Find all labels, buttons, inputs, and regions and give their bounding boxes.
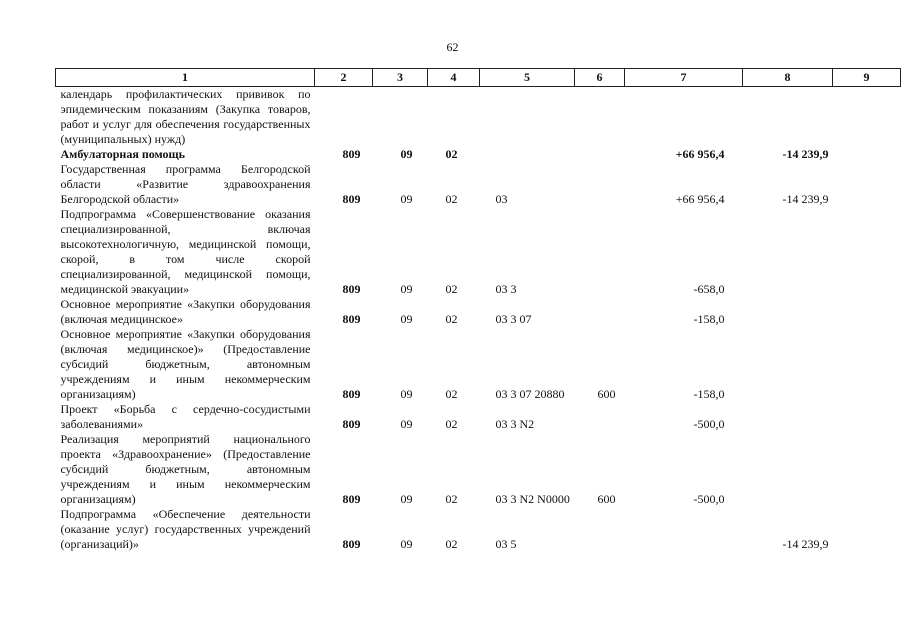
table-row xyxy=(56,147,901,162)
table-row xyxy=(56,402,901,432)
column-header-2: 2 xyxy=(315,69,373,87)
row-vr xyxy=(575,402,625,432)
row-sum-7 xyxy=(625,507,743,552)
row-name: Проект «Борьба с сердечно-сосудистыми заболеваниями» xyxy=(60,402,311,431)
page-number: 62 xyxy=(446,40,459,54)
row-sum-9 xyxy=(833,207,901,297)
row-sum-8 xyxy=(743,402,833,432)
row-name: Основное мероприятие «Закупки оборудования (включая медицинское)» (Предоставление субсидий бюджетным, автономным учреждениям и иным некоммерческим организациям) xyxy=(60,327,311,401)
row-name: Основное мероприятие «Закупки оборудования (включая медицинское» xyxy=(60,297,311,326)
row-name: Государственная программа Белгородской области «Развитие здравоохранения Белгородской области» xyxy=(60,162,311,206)
table-row xyxy=(56,207,901,297)
column-header-9: 9 xyxy=(833,69,901,87)
row-vr: 600 xyxy=(597,492,616,506)
row-sum-8 xyxy=(743,87,833,148)
row-sum-7: -500,0 xyxy=(693,417,725,431)
row-sum-9 xyxy=(833,507,901,552)
row-vr xyxy=(575,147,625,162)
budget-table xyxy=(55,68,901,552)
row-ved xyxy=(315,87,373,148)
row-sum-9 xyxy=(833,147,901,162)
row-sum-8 xyxy=(743,327,833,402)
row-sum-7: +66 956,4 xyxy=(675,192,725,206)
row-rz: 09 xyxy=(400,387,413,401)
row-sum-8: -14 239,9 xyxy=(782,192,829,206)
column-header-6: 6 xyxy=(575,69,625,87)
row-csr: 03 xyxy=(495,192,508,206)
column-header-3: 3 xyxy=(373,69,428,87)
row-pr xyxy=(428,87,480,148)
column-header-7: 7 xyxy=(625,69,743,87)
row-pr: 02 xyxy=(445,537,458,551)
row-vr xyxy=(575,87,625,148)
row-pr: 02 xyxy=(445,147,458,161)
row-ved: 809 xyxy=(342,417,361,431)
row-sum-7: +66 956,4 xyxy=(675,147,725,161)
column-header-5: 5 xyxy=(480,69,575,87)
row-vr xyxy=(575,207,625,297)
table-row xyxy=(56,432,901,507)
table-row xyxy=(56,87,901,148)
header-row xyxy=(56,69,901,87)
row-sum-9 xyxy=(833,432,901,507)
row-csr: 03 3 07 20880 xyxy=(495,387,565,401)
row-pr: 02 xyxy=(445,387,458,401)
row-rz: 09 xyxy=(400,147,413,161)
column-header-1: 1 xyxy=(56,69,315,87)
row-sum-8 xyxy=(743,432,833,507)
row-csr xyxy=(480,87,575,148)
column-header-8: 8 xyxy=(743,69,833,87)
row-csr: 03 3 N2 N0000 xyxy=(495,492,570,506)
row-rz: 09 xyxy=(400,312,413,326)
row-rz: 09 xyxy=(400,537,413,551)
row-rz: 09 xyxy=(400,492,413,506)
row-csr: 03 3 07 xyxy=(495,312,532,326)
column-header-4: 4 xyxy=(428,69,480,87)
row-name: Подпрограмма «Обеспечение деятельности (оказание услуг) государственных учреждений (организаций)» xyxy=(60,507,311,551)
row-sum-8 xyxy=(743,207,833,297)
row-rz: 09 xyxy=(400,282,413,296)
row-sum-9 xyxy=(833,402,901,432)
row-pr: 02 xyxy=(445,312,458,326)
row-csr: 03 3 N2 xyxy=(495,417,535,431)
row-sum-7: -658,0 xyxy=(693,282,725,296)
row-csr: 03 3 xyxy=(495,282,517,296)
row-pr: 02 xyxy=(445,417,458,431)
row-pr: 02 xyxy=(445,282,458,296)
row-sum-9 xyxy=(833,297,901,327)
row-csr xyxy=(480,147,575,162)
table-row xyxy=(56,297,901,327)
table-row xyxy=(56,162,901,207)
row-sum-9 xyxy=(833,327,901,402)
row-ved: 809 xyxy=(342,537,361,551)
row-vr xyxy=(575,507,625,552)
row-rz xyxy=(373,87,428,148)
table-row xyxy=(56,507,901,552)
row-sum-8 xyxy=(743,297,833,327)
row-vr xyxy=(575,162,625,207)
table-row xyxy=(56,327,901,402)
row-sum-7: -500,0 xyxy=(693,492,725,506)
row-sum-8: -14 239,9 xyxy=(782,537,829,551)
row-sum-7: -158,0 xyxy=(693,387,725,401)
row-sum-9 xyxy=(833,87,901,148)
row-name: Подпрограмма «Совершенствование оказания специализированной, включая высокотехнологичную, медицинской помощи, скорой, в том числе скорой специализированной, медицинской помощи, медицинской эвакуации» xyxy=(60,207,311,296)
row-ved: 809 xyxy=(342,192,361,206)
row-ved: 809 xyxy=(342,312,361,326)
row-sum-7: -158,0 xyxy=(693,312,725,326)
row-sum-9 xyxy=(833,162,901,207)
row-pr: 02 xyxy=(445,492,458,506)
row-ved: 809 xyxy=(342,492,361,506)
row-name: Амбулаторная помощь xyxy=(60,147,185,161)
row-rz: 09 xyxy=(400,192,413,206)
row-pr: 02 xyxy=(445,192,458,206)
row-ved: 809 xyxy=(342,147,361,161)
row-name: Реализация мероприятий национального проекта «Здравоохранение» (Предоставление субсидий бюджетным, автономным учреждениям и иным некоммерческим организациям) xyxy=(60,432,311,506)
row-vr xyxy=(575,297,625,327)
row-sum-8: -14 239,9 xyxy=(782,147,829,161)
row-name: календарь профилактических прививок по эпидемическим показаниям (Закупка товаров, работ и услуг для обеспечения государственных (муниципальных) нужд) xyxy=(60,87,311,146)
row-ved: 809 xyxy=(342,387,361,401)
row-ved: 809 xyxy=(342,282,361,296)
row-rz: 09 xyxy=(400,417,413,431)
row-vr: 600 xyxy=(597,387,616,401)
row-sum-7 xyxy=(625,87,743,148)
row-csr: 03 5 xyxy=(495,537,517,551)
